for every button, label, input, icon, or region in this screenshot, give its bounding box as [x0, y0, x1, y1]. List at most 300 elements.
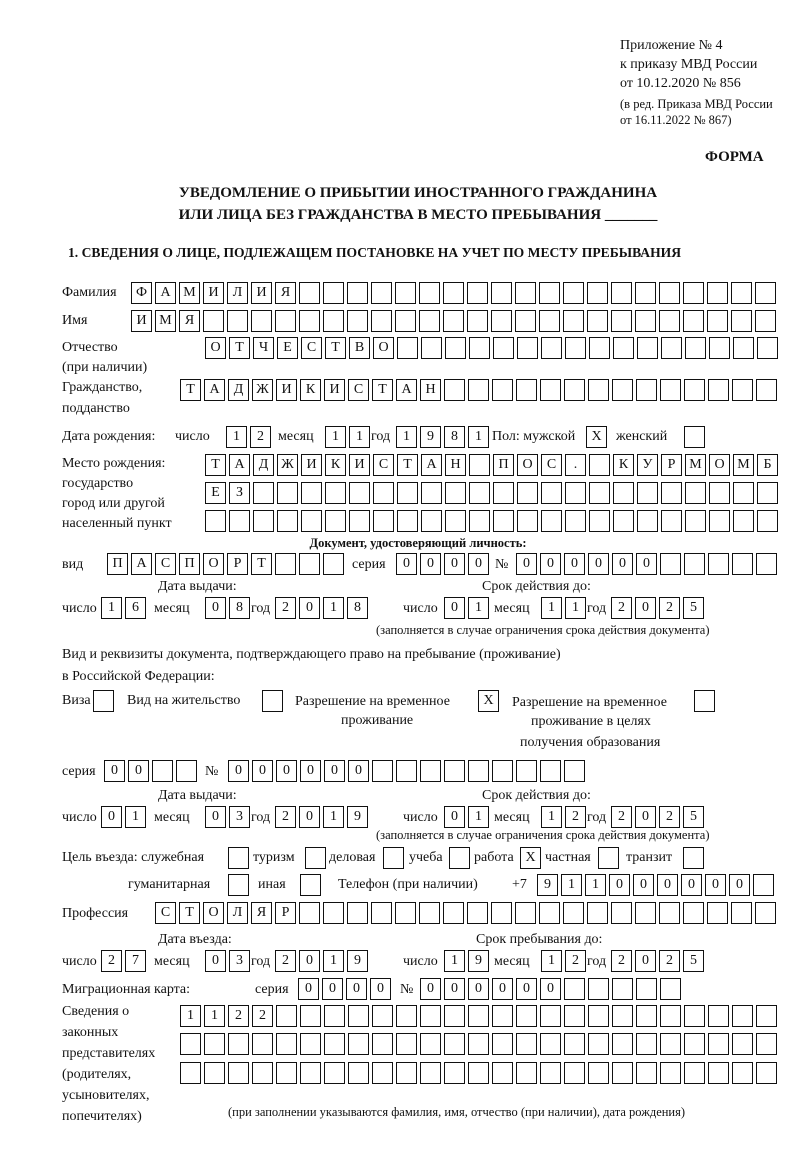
letter-cell[interactable]: [492, 1005, 513, 1027]
letter-cell[interactable]: [444, 760, 465, 782]
letter-cell[interactable]: [395, 282, 416, 304]
letter-cell[interactable]: [708, 1062, 729, 1084]
letter-cell[interactable]: [732, 1005, 753, 1027]
letter-cell[interactable]: 0: [420, 978, 441, 1000]
letter-cell[interactable]: [731, 282, 752, 304]
letter-cell[interactable]: [492, 1062, 513, 1084]
letter-cell[interactable]: [661, 482, 682, 504]
letter-cell[interactable]: [539, 902, 560, 924]
letter-cell[interactable]: [383, 847, 404, 869]
letter-cell[interactable]: [372, 1062, 393, 1084]
letter-cell[interactable]: 0: [370, 978, 391, 1000]
letter-cell[interactable]: [564, 760, 585, 782]
letter-cell[interactable]: 0: [540, 978, 561, 1000]
letter-cell[interactable]: [371, 282, 392, 304]
letter-cell[interactable]: [205, 510, 226, 532]
letter-cell[interactable]: [660, 978, 681, 1000]
letter-cell[interactable]: [563, 902, 584, 924]
letter-cell[interactable]: [541, 482, 562, 504]
letter-cell[interactable]: [421, 510, 442, 532]
letter-cell[interactable]: [227, 310, 248, 332]
letter-cell[interactable]: Д: [253, 454, 274, 476]
letter-cell[interactable]: [443, 282, 464, 304]
id-series-field[interactable]: [396, 553, 489, 575]
letter-cell[interactable]: В: [349, 337, 370, 359]
birth-place-field-2[interactable]: [205, 482, 778, 504]
letter-cell[interactable]: С: [373, 454, 394, 476]
letter-cell[interactable]: [348, 1033, 369, 1055]
letter-cell[interactable]: С: [348, 379, 369, 401]
letter-cell[interactable]: [587, 282, 608, 304]
letter-cell[interactable]: [589, 510, 610, 532]
letter-cell[interactable]: 9: [347, 950, 368, 972]
letter-cell[interactable]: [636, 1005, 657, 1027]
letter-cell[interactable]: [491, 310, 512, 332]
letter-cell[interactable]: [516, 379, 537, 401]
letter-cell[interactable]: [683, 847, 704, 869]
id-valid-month-field[interactable]: [541, 597, 586, 619]
letter-cell[interactable]: [659, 902, 680, 924]
letter-cell[interactable]: К: [613, 454, 634, 476]
citizenship-field[interactable]: [180, 379, 777, 401]
birth-place-field-1[interactable]: [205, 454, 778, 476]
letter-cell[interactable]: [565, 482, 586, 504]
letter-cell[interactable]: 1: [101, 597, 122, 619]
letter-cell[interactable]: 2: [252, 1005, 273, 1027]
letter-cell[interactable]: [588, 978, 609, 1000]
letter-cell[interactable]: [541, 337, 562, 359]
entry-year-field[interactable]: [275, 950, 368, 972]
letter-cell[interactable]: 2: [228, 1005, 249, 1027]
letter-cell[interactable]: [300, 1005, 321, 1027]
letter-cell[interactable]: [299, 282, 320, 304]
purpose-transit-checkbox[interactable]: [683, 847, 704, 869]
letter-cell[interactable]: [372, 1033, 393, 1055]
letter-cell[interactable]: Я: [179, 310, 200, 332]
letter-cell[interactable]: .: [565, 454, 586, 476]
letter-cell[interactable]: 2: [659, 806, 680, 828]
letter-cell[interactable]: Т: [251, 553, 272, 575]
letter-cell[interactable]: [204, 1062, 225, 1084]
sex-female-checkbox[interactable]: [684, 426, 705, 448]
letter-cell[interactable]: 1: [325, 426, 346, 448]
letter-cell[interactable]: Т: [325, 337, 346, 359]
letter-cell[interactable]: [516, 760, 537, 782]
letter-cell[interactable]: 2: [611, 950, 632, 972]
letter-cell[interactable]: 0: [468, 553, 489, 575]
letter-cell[interactable]: [421, 337, 442, 359]
letter-cell[interactable]: [444, 379, 465, 401]
letter-cell[interactable]: [564, 978, 585, 1000]
letter-cell[interactable]: [323, 282, 344, 304]
letter-cell[interactable]: [732, 1033, 753, 1055]
letter-cell[interactable]: [636, 1033, 657, 1055]
stay-issue-day-field[interactable]: [101, 806, 146, 828]
letter-cell[interactable]: [228, 874, 249, 896]
letter-cell[interactable]: [348, 1005, 369, 1027]
letter-cell[interactable]: Р: [227, 553, 248, 575]
letter-cell[interactable]: 8: [347, 597, 368, 619]
letter-cell[interactable]: И: [301, 454, 322, 476]
birth-day-field[interactable]: [226, 426, 271, 448]
letter-cell[interactable]: [397, 482, 418, 504]
letter-cell[interactable]: [708, 379, 729, 401]
letter-cell[interactable]: [540, 1033, 561, 1055]
letter-cell[interactable]: О: [203, 553, 224, 575]
patronymic-field[interactable]: [205, 337, 778, 359]
letter-cell[interactable]: [420, 1062, 441, 1084]
stay-series-field[interactable]: [104, 760, 197, 782]
letter-cell[interactable]: О: [709, 454, 730, 476]
purpose-humanitarian-checkbox[interactable]: [228, 874, 249, 896]
letter-cell[interactable]: 0: [588, 553, 609, 575]
letter-cell[interactable]: [540, 1062, 561, 1084]
letter-cell[interactable]: [492, 1033, 513, 1055]
letter-cell[interactable]: [660, 553, 681, 575]
letter-cell[interactable]: [300, 1033, 321, 1055]
letter-cell[interactable]: [323, 902, 344, 924]
letter-cell[interactable]: [611, 310, 632, 332]
letter-cell[interactable]: [660, 1005, 681, 1027]
letter-cell[interactable]: 0: [612, 553, 633, 575]
id-issue-month-field[interactable]: [205, 597, 250, 619]
letter-cell[interactable]: Е: [205, 482, 226, 504]
letter-cell[interactable]: 1: [541, 950, 562, 972]
letter-cell[interactable]: 0: [635, 597, 656, 619]
letter-cell[interactable]: [539, 282, 560, 304]
letter-cell[interactable]: [587, 902, 608, 924]
id-kind-field[interactable]: [107, 553, 344, 575]
phone-field[interactable]: [537, 874, 774, 896]
letter-cell[interactable]: [469, 482, 490, 504]
letter-cell[interactable]: X: [478, 690, 499, 712]
letter-cell[interactable]: [636, 379, 657, 401]
letter-cell[interactable]: 0: [300, 760, 321, 782]
letter-cell[interactable]: [636, 978, 657, 1000]
letter-cell[interactable]: [492, 379, 513, 401]
letter-cell[interactable]: [445, 482, 466, 504]
visa-checkbox[interactable]: [93, 690, 114, 712]
name-field[interactable]: [131, 310, 776, 332]
letter-cell[interactable]: [324, 1005, 345, 1027]
letter-cell[interactable]: [589, 454, 610, 476]
letter-cell[interactable]: А: [155, 282, 176, 304]
entry-day-field[interactable]: [101, 950, 146, 972]
letter-cell[interactable]: 1: [561, 874, 582, 896]
purpose-business-checkbox[interactable]: [383, 847, 404, 869]
id-valid-day-field[interactable]: [444, 597, 489, 619]
letter-cell[interactable]: 0: [636, 553, 657, 575]
letter-cell[interactable]: [708, 553, 729, 575]
letter-cell[interactable]: [683, 310, 704, 332]
letter-cell[interactable]: [468, 760, 489, 782]
letter-cell[interactable]: М: [685, 454, 706, 476]
letter-cell[interactable]: [707, 310, 728, 332]
letter-cell[interactable]: [635, 902, 656, 924]
id-issue-year-field[interactable]: [275, 597, 368, 619]
letter-cell[interactable]: [229, 510, 250, 532]
letter-cell[interactable]: [516, 1062, 537, 1084]
surname-field[interactable]: [131, 282, 776, 304]
purpose-private-checkbox[interactable]: [598, 847, 619, 869]
letter-cell[interactable]: 0: [299, 597, 320, 619]
edu-permit-checkbox[interactable]: [694, 690, 715, 712]
letter-cell[interactable]: [349, 510, 370, 532]
letter-cell[interactable]: [468, 1062, 489, 1084]
letter-cell[interactable]: [709, 337, 730, 359]
letter-cell[interactable]: 0: [252, 760, 273, 782]
letter-cell[interactable]: [540, 760, 561, 782]
letter-cell[interactable]: [515, 310, 536, 332]
letter-cell[interactable]: [564, 1005, 585, 1027]
letter-cell[interactable]: К: [300, 379, 321, 401]
letter-cell[interactable]: С: [155, 553, 176, 575]
letter-cell[interactable]: [541, 510, 562, 532]
letter-cell[interactable]: [373, 482, 394, 504]
birth-year-field[interactable]: [396, 426, 489, 448]
letter-cell[interactable]: [683, 902, 704, 924]
letter-cell[interactable]: [637, 482, 658, 504]
letter-cell[interactable]: 1: [226, 426, 247, 448]
letter-cell[interactable]: [323, 553, 344, 575]
letter-cell[interactable]: Ф: [131, 282, 152, 304]
letter-cell[interactable]: [301, 510, 322, 532]
letter-cell[interactable]: А: [131, 553, 152, 575]
id-issue-day-field[interactable]: [101, 597, 146, 619]
birth-place-field-3[interactable]: [205, 510, 778, 532]
letter-cell[interactable]: 2: [250, 426, 271, 448]
letter-cell[interactable]: [373, 510, 394, 532]
letter-cell[interactable]: [516, 1033, 537, 1055]
letter-cell[interactable]: [707, 902, 728, 924]
letter-cell[interactable]: [684, 379, 705, 401]
letter-cell[interactable]: И: [203, 282, 224, 304]
letter-cell[interactable]: 0: [101, 806, 122, 828]
letter-cell[interactable]: [637, 510, 658, 532]
letter-cell[interactable]: [491, 902, 512, 924]
letter-cell[interactable]: [469, 510, 490, 532]
letter-cell[interactable]: [694, 690, 715, 712]
letter-cell[interactable]: X: [586, 426, 607, 448]
stay-valid-day-field[interactable]: [444, 806, 489, 828]
letter-cell[interactable]: [684, 1033, 705, 1055]
letter-cell[interactable]: [732, 379, 753, 401]
letter-cell[interactable]: 1: [565, 597, 586, 619]
letter-cell[interactable]: [612, 1005, 633, 1027]
letter-cell[interactable]: [493, 510, 514, 532]
letter-cell[interactable]: [443, 310, 464, 332]
letter-cell[interactable]: 0: [299, 950, 320, 972]
letter-cell[interactable]: Ж: [252, 379, 273, 401]
letter-cell[interactable]: 1: [444, 950, 465, 972]
letter-cell[interactable]: [348, 1062, 369, 1084]
letter-cell[interactable]: 2: [659, 597, 680, 619]
letter-cell[interactable]: 0: [635, 806, 656, 828]
purpose-official-checkbox[interactable]: [228, 847, 249, 869]
letter-cell[interactable]: 1: [468, 806, 489, 828]
letter-cell[interactable]: М: [179, 282, 200, 304]
letter-cell[interactable]: [733, 337, 754, 359]
stay-until-year-field[interactable]: [611, 950, 704, 972]
letter-cell[interactable]: [397, 510, 418, 532]
letter-cell[interactable]: [277, 510, 298, 532]
letter-cell[interactable]: 1: [125, 806, 146, 828]
letter-cell[interactable]: 0: [298, 978, 319, 1000]
letter-cell[interactable]: О: [205, 337, 226, 359]
letter-cell[interactable]: [253, 510, 274, 532]
letter-cell[interactable]: 0: [444, 597, 465, 619]
letter-cell[interactable]: [396, 1005, 417, 1027]
letter-cell[interactable]: П: [493, 454, 514, 476]
letter-cell[interactable]: [755, 310, 776, 332]
letter-cell[interactable]: [684, 1005, 705, 1027]
purpose-study-checkbox[interactable]: [449, 847, 470, 869]
letter-cell[interactable]: [395, 902, 416, 924]
letter-cell[interactable]: [684, 1062, 705, 1084]
letter-cell[interactable]: [300, 874, 321, 896]
id-valid-year-field[interactable]: [611, 597, 704, 619]
letter-cell[interactable]: 1: [541, 806, 562, 828]
letter-cell[interactable]: [419, 902, 440, 924]
letter-cell[interactable]: [467, 902, 488, 924]
letter-cell[interactable]: [420, 760, 441, 782]
letter-cell[interactable]: 2: [275, 597, 296, 619]
letter-cell[interactable]: [469, 337, 490, 359]
letter-cell[interactable]: 0: [681, 874, 702, 896]
letter-cell[interactable]: 1: [468, 597, 489, 619]
letter-cell[interactable]: [661, 337, 682, 359]
letter-cell[interactable]: [253, 482, 274, 504]
letter-cell[interactable]: [349, 482, 370, 504]
letter-cell[interactable]: [708, 1033, 729, 1055]
letter-cell[interactable]: [443, 902, 464, 924]
letter-cell[interactable]: [445, 510, 466, 532]
letter-cell[interactable]: [661, 510, 682, 532]
letter-cell[interactable]: [637, 337, 658, 359]
temp-permit-checkbox[interactable]: [478, 690, 499, 712]
letter-cell[interactable]: И: [324, 379, 345, 401]
letter-cell[interactable]: [301, 482, 322, 504]
letter-cell[interactable]: 9: [347, 806, 368, 828]
letter-cell[interactable]: [757, 482, 778, 504]
letter-cell[interactable]: Т: [372, 379, 393, 401]
letter-cell[interactable]: [517, 337, 538, 359]
letter-cell[interactable]: [707, 282, 728, 304]
letter-cell[interactable]: [396, 1033, 417, 1055]
letter-cell[interactable]: [588, 1033, 609, 1055]
letter-cell[interactable]: [299, 553, 320, 575]
letter-cell[interactable]: [420, 1005, 441, 1027]
letter-cell[interactable]: 6: [125, 597, 146, 619]
letter-cell[interactable]: Н: [445, 454, 466, 476]
letter-cell[interactable]: 9: [420, 426, 441, 448]
profession-field[interactable]: [155, 902, 776, 924]
letter-cell[interactable]: 0: [128, 760, 149, 782]
letter-cell[interactable]: [469, 454, 490, 476]
letter-cell[interactable]: [564, 1033, 585, 1055]
letter-cell[interactable]: Б: [757, 454, 778, 476]
letter-cell[interactable]: И: [349, 454, 370, 476]
letter-cell[interactable]: Т: [179, 902, 200, 924]
letter-cell[interactable]: 5: [683, 950, 704, 972]
letter-cell[interactable]: [325, 482, 346, 504]
letter-cell[interactable]: 2: [565, 950, 586, 972]
letter-cell[interactable]: [176, 760, 197, 782]
letter-cell[interactable]: 0: [322, 978, 343, 1000]
letter-cell[interactable]: 0: [228, 760, 249, 782]
letter-cell[interactable]: 3: [229, 806, 250, 828]
letter-cell[interactable]: [372, 1005, 393, 1027]
letter-cell[interactable]: С: [541, 454, 562, 476]
letter-cell[interactable]: [444, 1033, 465, 1055]
letter-cell[interactable]: Л: [227, 902, 248, 924]
letter-cell[interactable]: [396, 760, 417, 782]
letter-cell[interactable]: [587, 310, 608, 332]
stay-until-day-field[interactable]: [444, 950, 489, 972]
letter-cell[interactable]: [613, 337, 634, 359]
letter-cell[interactable]: [598, 847, 619, 869]
letter-cell[interactable]: [491, 282, 512, 304]
letter-cell[interactable]: 0: [516, 553, 537, 575]
letter-cell[interactable]: [493, 482, 514, 504]
letter-cell[interactable]: [539, 310, 560, 332]
letter-cell[interactable]: [203, 310, 224, 332]
letter-cell[interactable]: [262, 690, 283, 712]
letter-cell[interactable]: [515, 282, 536, 304]
letter-cell[interactable]: [93, 690, 114, 712]
letter-cell[interactable]: [445, 337, 466, 359]
letter-cell[interactable]: [276, 1033, 297, 1055]
letter-cell[interactable]: [397, 337, 418, 359]
letter-cell[interactable]: [540, 1005, 561, 1027]
letter-cell[interactable]: [277, 482, 298, 504]
letter-cell[interactable]: И: [276, 379, 297, 401]
letter-cell[interactable]: [589, 337, 610, 359]
letter-cell[interactable]: Ч: [253, 337, 274, 359]
letter-cell[interactable]: [421, 482, 442, 504]
letter-cell[interactable]: [636, 1062, 657, 1084]
letter-cell[interactable]: [324, 1062, 345, 1084]
letter-cell[interactable]: 0: [492, 978, 513, 1000]
letter-cell[interactable]: [419, 282, 440, 304]
letter-cell[interactable]: Т: [180, 379, 201, 401]
letter-cell[interactable]: [756, 379, 777, 401]
letter-cell[interactable]: 0: [420, 553, 441, 575]
letter-cell[interactable]: 0: [705, 874, 726, 896]
letter-cell[interactable]: [612, 1033, 633, 1055]
letter-cell[interactable]: [709, 482, 730, 504]
letter-cell[interactable]: [347, 902, 368, 924]
residence-checkbox[interactable]: [262, 690, 283, 712]
letter-cell[interactable]: И: [131, 310, 152, 332]
letter-cell[interactable]: [467, 310, 488, 332]
letter-cell[interactable]: 0: [609, 874, 630, 896]
letter-cell[interactable]: 7: [125, 950, 146, 972]
letter-cell[interactable]: [371, 902, 392, 924]
letter-cell[interactable]: [685, 337, 706, 359]
letter-cell[interactable]: Д: [228, 379, 249, 401]
letter-cell[interactable]: 0: [205, 597, 226, 619]
letter-cell[interactable]: [324, 1033, 345, 1055]
letter-cell[interactable]: [588, 379, 609, 401]
letter-cell[interactable]: 2: [611, 806, 632, 828]
letter-cell[interactable]: [611, 282, 632, 304]
letter-cell[interactable]: [660, 1062, 681, 1084]
letter-cell[interactable]: [753, 874, 774, 896]
mig-number-field[interactable]: [420, 978, 681, 1000]
letter-cell[interactable]: [468, 379, 489, 401]
letter-cell[interactable]: Я: [251, 902, 272, 924]
